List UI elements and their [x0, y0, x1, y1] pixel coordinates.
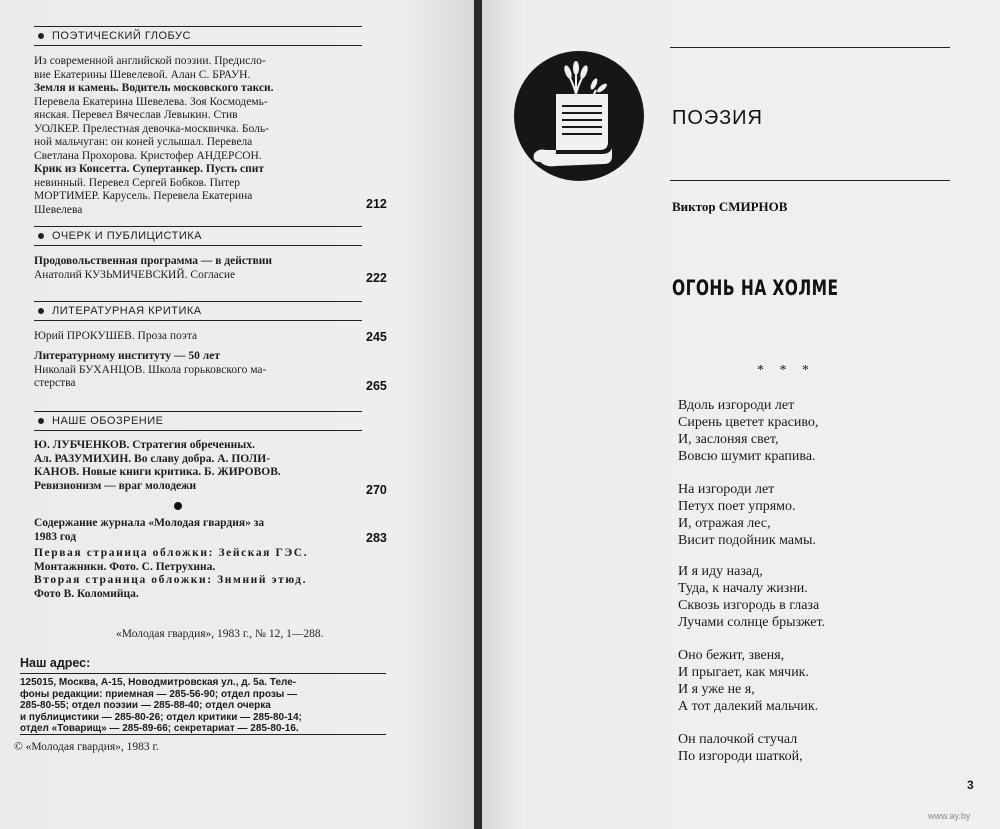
stanza-4	[678, 647, 818, 715]
poem-line: Лучами солнце брызжет.	[678, 615, 826, 630]
page-number-270: 270	[366, 483, 387, 497]
address-heading: Наш адрес:	[20, 656, 91, 670]
header-rule-top	[670, 47, 950, 48]
poem-line: А тот далекий мальчик.	[678, 699, 819, 714]
header-rule-bottom	[670, 180, 950, 181]
toc-line: МОРТИМЕР. Карусель. Перевела Екатерина	[34, 190, 253, 202]
bullet-dot-icon	[38, 233, 44, 239]
toc-entry-essay: Продовольственная программа — в действии Анатолий КУЗЬМИЧЕВСКИЙ. Согласие	[34, 255, 273, 281]
copyright: © «Молодая гвардия», 1983 г.	[14, 741, 159, 753]
toc-line: ной мальчуган: он коней услышал. Перевела	[34, 136, 253, 148]
cover-credits: Первая страница обложки: Зейская ГЭС. Монтажники. Фото. С. Петрухина. Вторая страница обложки: Зимний этюд. Фото В. Коломийца.	[34, 547, 309, 600]
poem-line: Сквозь изгородь в глаза	[678, 598, 820, 613]
stanza-1	[678, 397, 818, 465]
poem-line: Вдоль изгороди лет	[678, 398, 795, 413]
toc-entry-critique-1: Юрий ПРОКУШЕВ. Проза поэта	[34, 330, 198, 342]
poem-line: Оно бежит, звеня,	[678, 648, 785, 663]
toc-entry-critique-2: Литературному институту — 50 лет Николай БУХАНЦОВ. Школа горьковского ма- стерства	[34, 350, 267, 389]
section-heading-review: НАШЕ ОБОЗРЕНИЕ	[34, 411, 362, 431]
section-heading-poetic-globe: ПОЭТИЧЕСКИЙ ГЛОБУС	[34, 26, 362, 46]
poem-line: На изгороди лет	[678, 482, 775, 497]
left-page	[0, 0, 474, 829]
watermark: www.ay.by	[928, 811, 971, 821]
page-number-222: 222	[366, 271, 387, 285]
page-number-212: 212	[366, 197, 387, 211]
toc-line: Из современной английской поэзии. Предисло-	[34, 55, 266, 67]
poem-line: Вовсю шумит крапива.	[678, 449, 816, 464]
book-gutter	[474, 0, 482, 829]
toc-line: вие Екатерины Шевелевой. Алан С. БРАУН.	[34, 68, 251, 81]
address-text: 125015, Москва, А-15, Новодмитровская ул., д. 5а. Теле- фоны редакции: приемная — 285-56-90; отдел прозы — 285-80-55; отдел поэзии — 285-88-40; отдел очерка и публицистики — 285-80-26; отдел критики — 285-80-14; отдел «Товарищ» — 285-89-66; секретариат — 285-80-16.	[20, 677, 302, 734]
toc-entry-poetic-globe	[34, 55, 362, 217]
toc-line: Крик из Консетта. Супертанкер. Пусть спит	[34, 163, 264, 175]
poem-line: И, заслоняя свет,	[678, 432, 779, 447]
poem-title: ОГОНЬ НА ХОЛМЕ	[672, 276, 839, 300]
toc-line: невинный. Перевел Сергей Бобков. Питер	[34, 176, 240, 189]
issue-info: «Молодая гвардия», 1983 г., № 12, 1—288.	[116, 628, 324, 640]
poem-line: И я уже не я,	[678, 682, 755, 697]
poem-line: Висит подойник мамы.	[678, 533, 816, 548]
toc-entry-contents: Содержание журнала «Молодая гвардия» за 1983 год	[34, 517, 265, 543]
toc-line: УОЛКЕР. Прелестная девочка-москвичка. Боль-	[34, 122, 269, 135]
address-rule-bottom	[20, 734, 386, 735]
asterism: * * *	[757, 363, 815, 378]
toc-line: Светлана Прохорова. Кристофер АНДЕРСОН.	[34, 149, 262, 162]
section-heading-essay: ОЧЕРК И ПУБЛИЦИСТИКА	[34, 226, 362, 246]
poem-line: Туда, к началу жизни.	[678, 581, 808, 596]
page-number: 3	[967, 778, 974, 792]
toc-line: янская. Перевел Вячеслав Левыкин. Стив	[34, 109, 238, 121]
page-number-283: 283	[366, 531, 387, 545]
bullet-dot-icon	[38, 418, 44, 424]
bullet-dot-icon	[38, 308, 44, 314]
poem-line: И, отражая лес,	[678, 516, 771, 531]
section-heading-critique: ЛИТЕРАТУРНАЯ КРИТИКА	[34, 301, 362, 321]
section-title: ПОЭЗИЯ	[672, 107, 763, 129]
separator-dot-icon	[174, 502, 182, 510]
toc-entry-review: Ю. ЛУБЧЕНКОВ. Стратегия обреченных. Ал. РАЗУМИХИН. Во славу добра. А. ПОЛИ- КАНОВ. Новые книги критика. Б. ЖИРОВОВ. Ревизионизм — враг молодежи	[34, 439, 281, 492]
poem-line: И я иду назад,	[678, 564, 763, 579]
poem-line: По изгороди шаткой,	[678, 749, 803, 764]
toc-line: Земля и камень. Водитель московского такси.	[34, 82, 274, 94]
poem-line: Сирень цветет красиво,	[678, 415, 819, 430]
stanza-3	[678, 563, 825, 631]
toc-line: Шевелева	[34, 203, 83, 216]
poem-line: И прыгает, как мячик.	[678, 665, 809, 680]
toc-line: Перевела Екатерина Шевелева. Зоя Космодемь-	[34, 95, 268, 108]
bullet-dot-icon	[38, 33, 44, 39]
poem-author: Виктор СМИРНОВ	[672, 199, 788, 214]
poem-line: Петух поет упрямо.	[678, 499, 796, 514]
page-number-265: 265	[366, 379, 387, 393]
stanza-2	[678, 481, 816, 549]
address-rule-top	[20, 673, 386, 674]
scroll-with-wheat-emblem-icon	[512, 50, 646, 182]
page-number-245: 245	[366, 330, 387, 344]
poem-line: Он палочкой стучал	[678, 732, 798, 747]
stanza-5	[678, 731, 803, 765]
